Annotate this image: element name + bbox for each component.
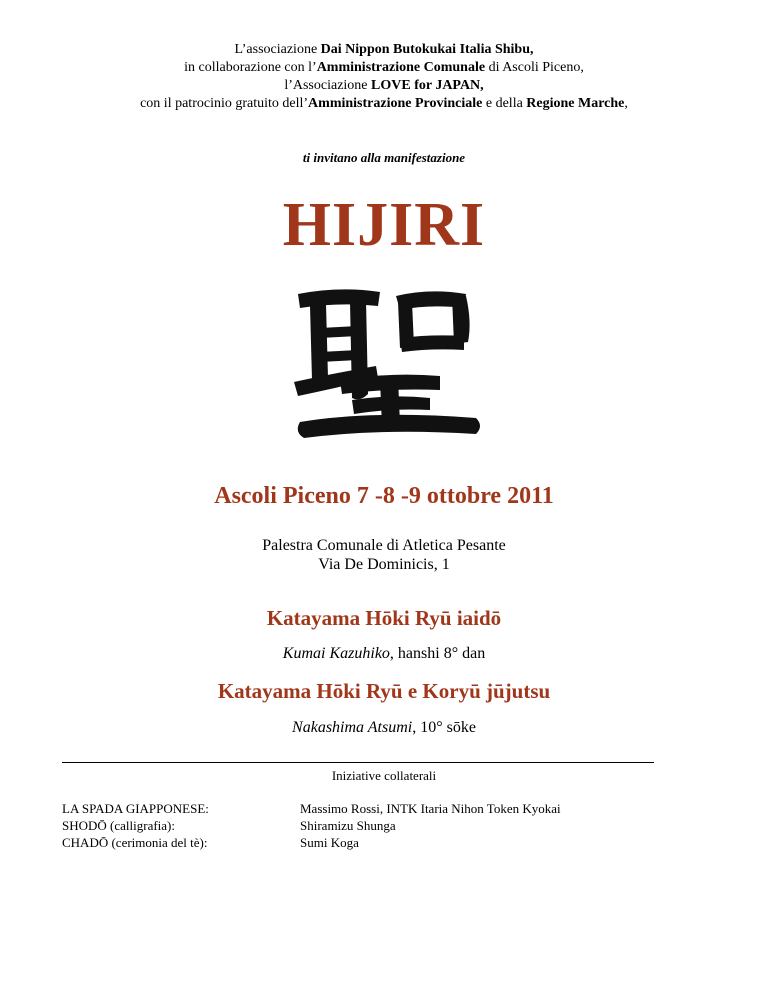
intro-text: di Ascoli Piceno, — [485, 60, 584, 75]
section-heading-iaido: Katayama Hōki Ryū iaidō — [266, 606, 502, 630]
intro-text: , — [624, 96, 628, 111]
instructor-rank: , 10° sōke — [412, 719, 476, 736]
intro-bold: Amministrazione Comunale — [316, 60, 486, 75]
section-heading-jujutsu: Katayama Hōki Ryū e Koryū jūjutsu — [217, 679, 551, 703]
intro-line-2 — [0, 59, 768, 77]
instructor-line-2 — [0, 719, 768, 737]
instructor-rank: , hanshi 8° dan — [389, 645, 486, 662]
intro-bold: LOVE for JAPAN, — [371, 78, 484, 93]
intro-text: con il patrocinio gratuito dell’ — [140, 96, 309, 111]
intro-text: e della — [482, 96, 527, 111]
intro-text: in collaborazione con l’ — [184, 60, 317, 75]
venue-address — [0, 536, 768, 574]
item-label: CHADŌ (cerimonia del tè): — [62, 835, 208, 850]
intro-text: l’Associazione — [284, 78, 372, 93]
collateral-list — [62, 800, 662, 851]
intro-line-3 — [0, 77, 768, 95]
item-value: Massimo Rossi, INTK Itaria Nihon Token Kyokai — [300, 801, 561, 816]
list-item — [62, 817, 662, 834]
intro-line-1 — [0, 41, 768, 59]
intro-bold: Amministrazione Provinciale — [308, 96, 483, 111]
event-date-location: Ascoli Piceno 7 -8 -9 ottobre 2011 — [214, 483, 554, 509]
instructor-line-1 — [0, 645, 768, 663]
item-value: Sumi Koga — [300, 835, 359, 850]
event-title: HIJIRI — [282, 191, 486, 259]
collateral-heading: Iniziative collaterali — [331, 768, 437, 783]
item-value: Shiramizu Shunga — [300, 818, 396, 833]
venue-street: Via De Dominicis, 1 — [318, 556, 450, 573]
divider — [62, 762, 654, 763]
instructor-name: Nakashima Atsumi — [292, 719, 413, 736]
hijiri-calligraphy-icon — [280, 282, 490, 442]
item-label: SHODŌ (calligrafia): — [62, 818, 175, 833]
intro-line-4 — [0, 95, 768, 113]
organizers-intro — [0, 41, 768, 113]
venue-name: Palestra Comunale di Atletica Pesante — [262, 537, 506, 554]
list-item — [62, 834, 662, 851]
list-item — [62, 800, 662, 817]
intro-bold: Dai Nippon Butokukai Italia Shibu, — [320, 42, 534, 57]
intro-text: L’associazione — [234, 42, 321, 57]
invitation-text: ti invitano alla manifestazione — [302, 150, 466, 165]
instructor-name: Kumai Kazuhiko — [282, 645, 390, 662]
item-label: LA SPADA GIAPPONESE: — [62, 801, 209, 816]
intro-bold: Regione Marche — [526, 96, 625, 111]
